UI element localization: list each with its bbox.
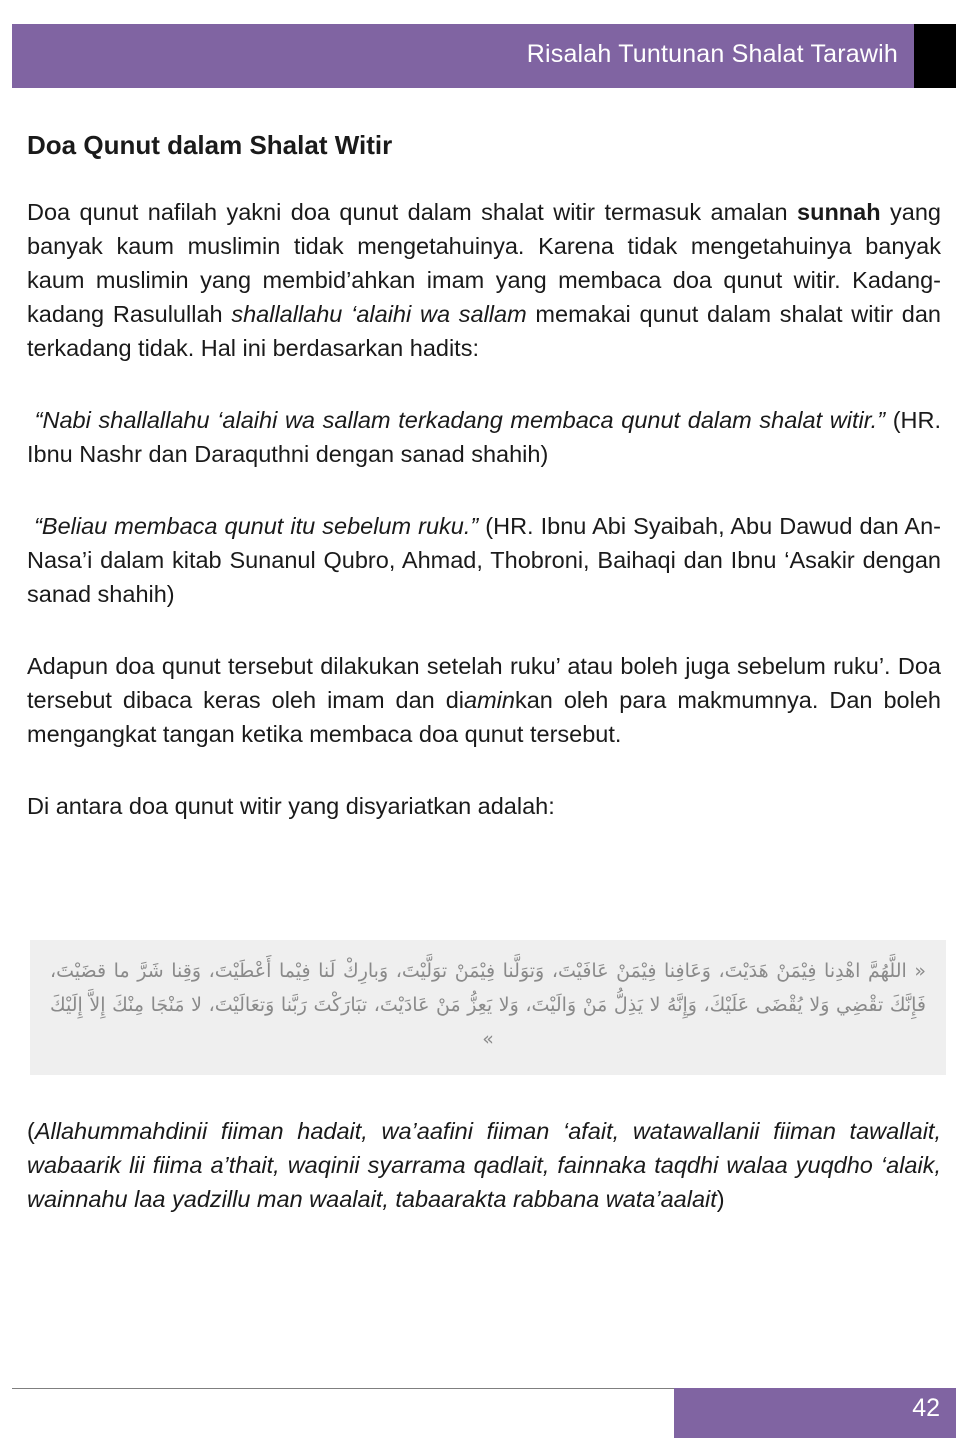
- practice-text-1: Adapun doa qunut tersebut dilakukan setelah ruku’ atau boleh juga sebelum ruku’. Doa tersebut dibaca keras oleh imam dan di: [27, 653, 941, 713]
- paragraph-hadith-2: [27, 509, 941, 611]
- header-bar: [12, 24, 914, 88]
- transliteration-text: Allahummahdinii fiiman hadait, wa’aafini fiiman ‘afait, watawallanii fiiman tawallait, wabaarik lii fiima a’thait, waqinii syarrama qadlait, fainnaka taqdhi walaa yuqdho ‘alaik, wainnahu laa yadzillu man waalait, tabaarakta rabbana wata’aalait: [27, 1118, 941, 1212]
- arabic-doa-box: [30, 940, 946, 1075]
- paragraph-qunut-practice: [27, 649, 941, 751]
- intro-text-1: Doa qunut nafilah yakni doa qunut dalam shalat witir termasuk amalan: [27, 199, 798, 225]
- paragraph-hadith-1: [27, 403, 941, 471]
- hadith-2-quote: “Beliau membaca qunut itu sebelum ruku.”: [34, 513, 479, 539]
- transliteration-open-paren: (: [27, 1118, 35, 1144]
- page-number: 42: [912, 1394, 940, 1422]
- practice-amin-italic: amin: [464, 687, 515, 713]
- paragraph-intro: [27, 195, 941, 365]
- section-title: Doa Qunut dalam Shalat Witir: [27, 130, 393, 160]
- intro-sunnah-bold: sunnah: [797, 199, 881, 225]
- arabic-doa-text: « اللَّهُمَّ اهْدِنا فِيْمَنْ هَدَيْتَ، وَعَافِنا فِيْمَنْ عَافَيْتَ، وَتوَلَّنا فِيْمَنْ توَلَّيْتَ، وَبارِكْ لَنا فِيْما أَعْطَيْتَ، وَقِنا شَرَّ ما قضَيْتَ، فَإِنَّكَ تقْضِي وَلا يُقْضَى عَلَيْكَ، وَإِنَّهُ لا يَذِلُّ مَنْ وَالَيْتَ، وَلا يَعِزُّ مَنْ عَادَيْتَ، تبَارَكْتَ رَبَّنا وَتعَالَيْتَ، لا مَنْجَا مِنْكَ إِلاَّ إِلَيْكَ »: [50, 960, 926, 1050]
- header-title: Risalah Tuntunan Shalat Tarawih: [526, 40, 898, 68]
- paragraph-lead-in: Di antara doa qunut witir yang disyariatkan adalah:: [27, 793, 555, 819]
- practice-text-2: kan oleh para makmumnya. Dan boleh mengangkat tangan ketika membaca doa qunut tersebut.: [27, 687, 941, 747]
- transliteration-close-paren: ): [716, 1186, 725, 1212]
- intro-text-2: yang banyak kaum muslimin tidak mengetahuinya. Karena tidak mengetahuinya banyak kaum muslimin yang membid’ahkan imam yang membaca doa qunut witir. Kadang-kadang Rasulullah: [27, 199, 941, 327]
- hadith-1-quote: “Nabi shallallahu ‘alaihi wa sallam terkadang membaca qunut dalam shalat witir.”: [34, 407, 886, 433]
- footer-rule: [12, 1388, 674, 1389]
- intro-text-3: memakai qunut dalam shalat witir dan terkadang tidak. Hal ini berdasarkan hadits:: [27, 301, 941, 361]
- hadith-1-source: (HR. Ibnu Nashr dan Daraquthni dengan sanad shahih): [27, 407, 942, 467]
- intro-salutation-italic: shallallahu ‘alaihi wa sallam: [231, 301, 527, 327]
- hadith-2-source: (HR. Ibnu Abi Syaibah, Abu Dawud dan An-Nasa’i dalam kitab Sunanul Qubro, Ahmad, Thobroni, Baihaqi dan Ibnu ‘Asakir dengan sanad shahih): [27, 513, 941, 607]
- header-black-block: [914, 24, 956, 88]
- main-content: [27, 124, 941, 823]
- transliteration-paragraph: [27, 1114, 941, 1216]
- footer-bar: [674, 1388, 956, 1438]
